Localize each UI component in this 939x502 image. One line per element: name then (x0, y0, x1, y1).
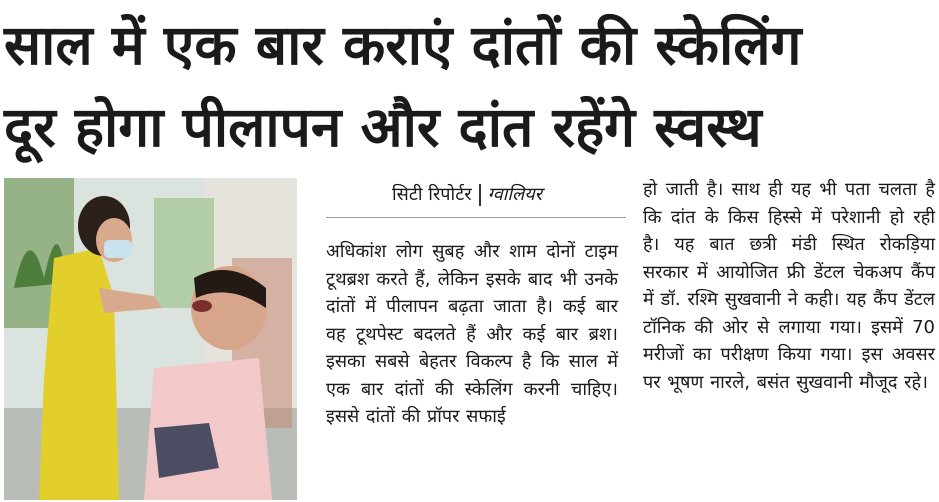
byline (392, 180, 542, 210)
dental-checkup-illustration (4, 178, 297, 500)
headline-line-2: दूर होगा पीलापन और दांत रहेंगे स्वस्थ (4, 95, 762, 159)
headline-line-1: साल में एक बार कराएं दांतों की स्केलिंग (4, 13, 802, 77)
article-column-2: हो जाती है। साथ ही यह भी पता चलता है कि दांत के किस हिस्से में परेशानी हो रही है। यह बात छत्री मंडी स्थित रोकड़िया सरकार में आयोजित फ्री डेंटल चेकअप कैंप में डॉ. रश्मि सुखवानी ने कही। यह कैंप डेंटल टॉनिक की ओर से लगाया गया। इसमें 70 मरीजों का परीक्षण किया गया। इस अवसर पर भूषण नारले, बसंत सुखवानी मौजूद रहे। (643, 179, 935, 393)
reporter-name: सिटी रिपोर्टर (392, 184, 472, 205)
byline-rule (326, 217, 626, 218)
byline-separator (479, 184, 481, 206)
dateline-city: ग्वालियर (487, 184, 543, 205)
article-column-1: अधिकांश लोग सुबह और शाम दोनों टाइम टूथब्रश करते हैं, लेकिन इसके बाद भी उनके दांतों में पीलापन बढ़ता जाता है। कई बार वह टूथपेस्ट बदलते हैं और कई बार ब्रश। इसका सबसे बेहतर विकल्प है कि साल में एक बार दांतों की स्केलिंग करनी चाहिए। इससे दांतों की प्रॉपर सफाई (326, 241, 618, 427)
news-photo (4, 178, 297, 500)
